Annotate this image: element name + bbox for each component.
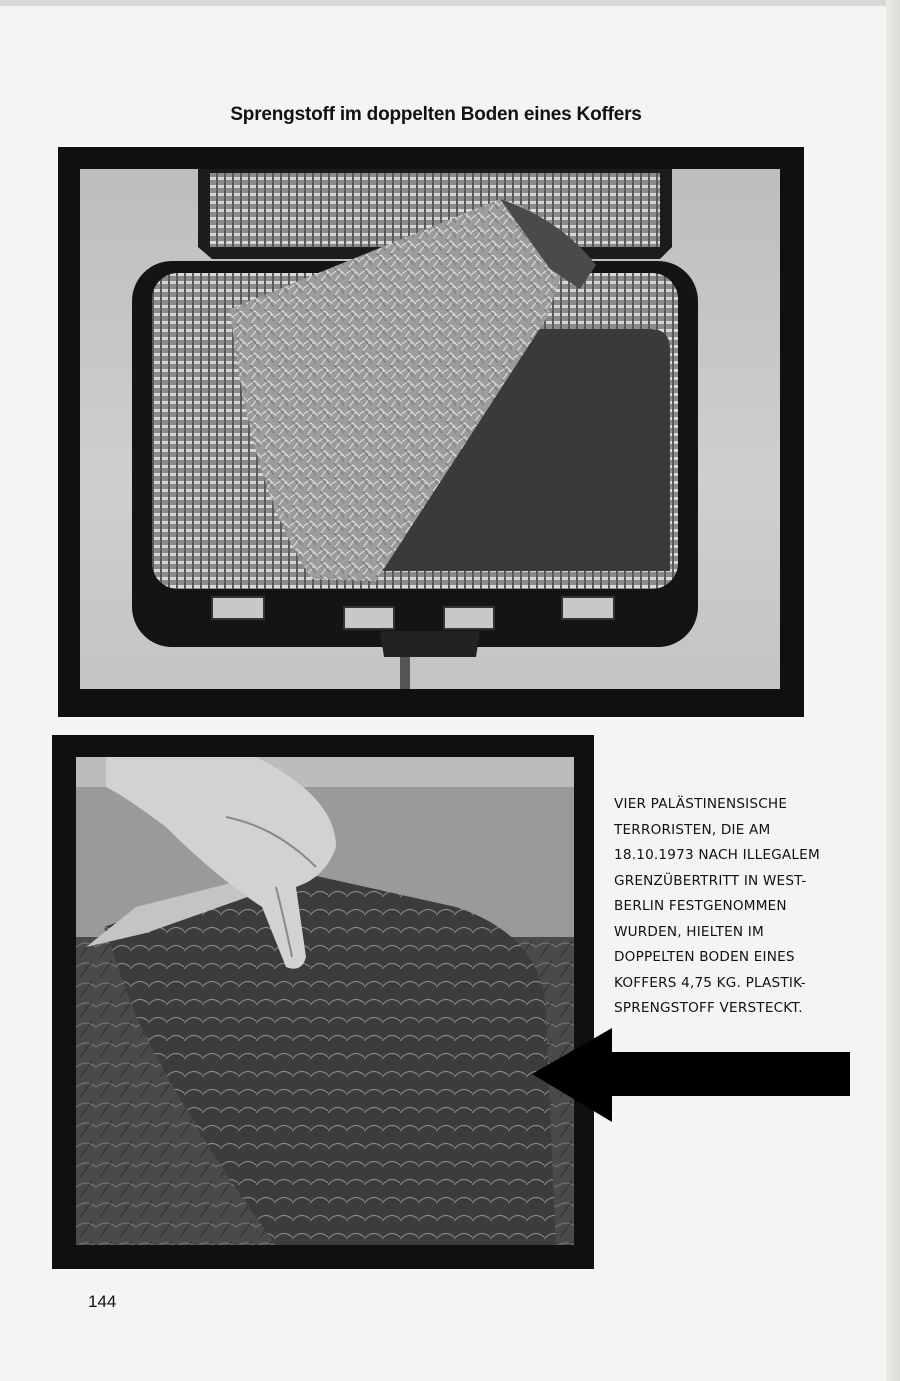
- caption-line: 18.10.1973 NACH ILLEGALEM: [614, 847, 820, 863]
- hand-lifting-explosive-photo-icon: [76, 757, 574, 1245]
- caption-line: SPRENGSTOFF VERSTECKT.: [614, 1000, 803, 1016]
- caption-line: KOFFERS 4,75 KG. PLASTIK-: [614, 974, 806, 991]
- left-arrow-icon: [532, 1028, 852, 1124]
- caption-line: DOPPELTEN BODEN EINES: [614, 949, 795, 965]
- explosive-closeup-photo-frame: [52, 735, 594, 1269]
- page-title: Sprengstoff im doppelten Boden eines Koffers: [230, 104, 642, 125]
- page-edge-top: [0, 0, 900, 6]
- caption-line: GRENZÜBERTRITT IN WEST-: [614, 872, 807, 889]
- caption-line: TERRORISTEN, DIE AM: [614, 821, 771, 838]
- page-number: 144: [88, 1292, 117, 1311]
- caption-line: VIER PALÄSTINENSISCHE: [614, 796, 788, 812]
- caption-line: WURDEN, HIELTEN IM: [614, 923, 764, 940]
- suitcase-photo-frame: [58, 147, 804, 717]
- suitcase-photo-icon: [80, 169, 780, 689]
- page-edge-right: [886, 0, 900, 1381]
- caption-line: BERLIN FESTGENOMMEN: [614, 898, 787, 914]
- explosive-closeup-photo: [76, 757, 574, 1245]
- suitcase-photo: [80, 169, 780, 689]
- photo-caption: [614, 792, 854, 1022]
